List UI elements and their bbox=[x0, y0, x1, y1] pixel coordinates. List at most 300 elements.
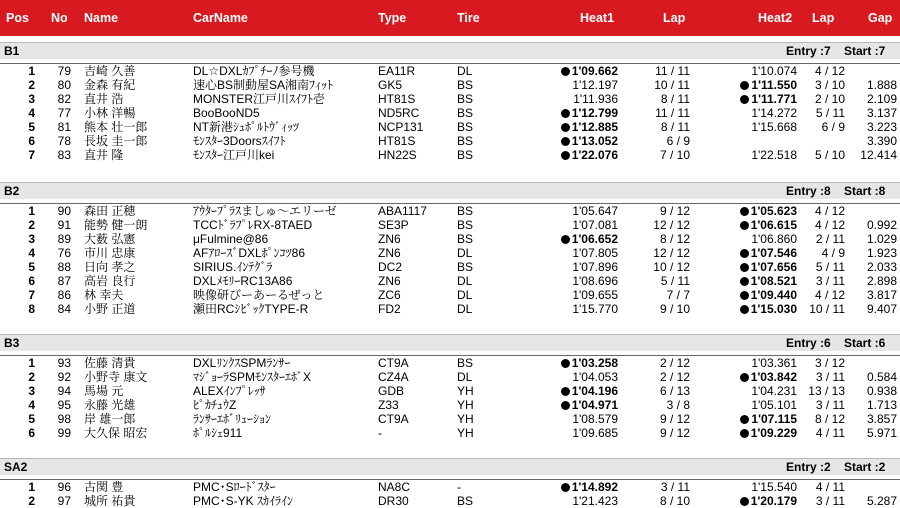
type-cell: ZN6 bbox=[378, 232, 401, 246]
tire-cell: YH bbox=[457, 398, 474, 412]
tire-cell: BS bbox=[457, 92, 474, 106]
table-row bbox=[0, 232, 900, 246]
start-count: Start :8 bbox=[844, 184, 886, 198]
start-count: Start :2 bbox=[844, 460, 886, 474]
car-name-cell: TCCﾄﾞﾗﾌﾟﾚRX-8TAED bbox=[193, 218, 313, 232]
type-cell: GK5 bbox=[378, 78, 403, 92]
driver-name-cell: 佐藤 清貴 bbox=[84, 356, 136, 370]
heat1-time-cell: 1'09.655 bbox=[572, 288, 618, 302]
type-cell: SE3P bbox=[378, 218, 409, 232]
driver-name-cell: 城所 祐貴 bbox=[84, 494, 136, 508]
tire-cell: BS bbox=[457, 78, 474, 92]
no-cell: 98 bbox=[57, 412, 71, 426]
heat1-time-cell: 1'09.662 bbox=[530, 64, 618, 78]
table-row bbox=[0, 480, 900, 494]
pos-cell: 6 bbox=[28, 426, 35, 440]
no-cell: 86 bbox=[57, 288, 71, 302]
heat2-time-cell: 1'06.615 bbox=[700, 218, 797, 232]
type-cell: - bbox=[378, 426, 382, 440]
driver-name-cell: 岸 雄一郎 bbox=[84, 412, 136, 426]
best-lap-dot-icon bbox=[561, 137, 570, 146]
gap-cell: 1.713 bbox=[866, 398, 897, 412]
heat1-lap-cell: 11 / 11 bbox=[655, 64, 690, 78]
table-row bbox=[0, 78, 900, 92]
driver-name-cell: 林 幸夫 bbox=[84, 288, 124, 302]
no-cell: 89 bbox=[57, 232, 71, 246]
no-cell: 96 bbox=[57, 480, 71, 494]
heat2-lap-cell: 4 / 11 bbox=[815, 480, 845, 494]
heat2-time-cell: 1'15.668 bbox=[751, 120, 797, 134]
heat2-time-cell: 1'10.074 bbox=[751, 64, 797, 78]
heat1-lap-cell: 8 / 10 bbox=[659, 494, 690, 508]
car-name-cell: ﾗﾝｻｰｴﾎﾞﾘｭｰｼｮﾝ bbox=[193, 412, 272, 426]
no-cell: 77 bbox=[57, 106, 71, 120]
heat2-lap-cell: 4 / 12 bbox=[814, 218, 845, 232]
tire-cell: BS bbox=[457, 148, 474, 162]
tire-cell: DL bbox=[457, 246, 473, 260]
heat1-time-cell: 1'06.652 bbox=[530, 232, 618, 246]
pos-cell: 4 bbox=[28, 398, 35, 412]
no-cell: 88 bbox=[57, 260, 71, 274]
car-name-cell: PMC･Sﾛｰﾄﾞｽﾀｰ bbox=[193, 480, 276, 494]
car-name-cell: SIRIUS.ｲﾝﾃｸﾞﾗ bbox=[193, 260, 273, 274]
heat1-time-cell: 1'07.805 bbox=[572, 246, 618, 260]
car-name-cell: ALEXｲﾝﾌﾟﾚｯｻ bbox=[193, 384, 266, 398]
entry-count: Entry :6 bbox=[786, 336, 831, 350]
best-lap-dot-icon bbox=[561, 387, 570, 396]
no-cell: 97 bbox=[57, 494, 71, 508]
pos-cell: 1 bbox=[28, 480, 35, 494]
heat2-time-cell: 1'07.656 bbox=[700, 260, 797, 274]
heat1-lap-cell: 6 / 9 bbox=[666, 134, 690, 148]
table-row bbox=[0, 134, 900, 148]
driver-name-cell: 直井 浩 bbox=[84, 92, 124, 106]
type-cell: ZC6 bbox=[378, 288, 401, 302]
table-row bbox=[0, 246, 900, 260]
tire-cell: YH bbox=[457, 412, 474, 426]
best-lap-dot-icon bbox=[740, 429, 749, 438]
heat1-time-cell: 1'04.196 bbox=[530, 384, 618, 398]
table-row bbox=[0, 106, 900, 120]
col-header-gap: Gap bbox=[868, 11, 893, 25]
table-row bbox=[0, 148, 900, 162]
pos-cell: 3 bbox=[28, 232, 35, 246]
start-count: Start :7 bbox=[844, 44, 886, 58]
heat1-time-cell: 1'05.647 bbox=[572, 204, 618, 218]
gap-cell: 2.033 bbox=[866, 260, 897, 274]
tire-cell: YH bbox=[457, 384, 474, 398]
heat1-lap-cell: 2 / 12 bbox=[659, 356, 690, 370]
table-row bbox=[0, 412, 900, 426]
heat2-time-cell: 1'07.115 bbox=[700, 412, 797, 426]
car-name-cell: 瀬田RCｼﾋﾞｯｸTYPE-R bbox=[193, 302, 309, 316]
heat1-time-cell: 1'12.799 bbox=[530, 106, 618, 120]
gap-cell: 2.898 bbox=[866, 274, 897, 288]
driver-name-cell: 金森 有紀 bbox=[84, 78, 136, 92]
gap-cell: 0.584 bbox=[866, 370, 897, 384]
gap-cell: 1.888 bbox=[866, 78, 897, 92]
type-cell: ZN6 bbox=[378, 274, 401, 288]
tire-cell: BS bbox=[457, 134, 474, 148]
car-name-cell: DL☆DXLｶﾌﾟﾁｰﾉ参号機 bbox=[193, 64, 315, 78]
heat2-time-cell: 1'07.546 bbox=[700, 246, 797, 260]
type-cell: NA8C bbox=[378, 480, 411, 494]
table-row bbox=[0, 302, 900, 316]
start-count: Start :6 bbox=[844, 336, 886, 350]
col-header-heat1: Heat1 bbox=[580, 11, 615, 25]
no-cell: 81 bbox=[57, 120, 71, 134]
best-lap-dot-icon bbox=[740, 207, 749, 216]
driver-name-cell: 大薮 弘憲 bbox=[84, 232, 136, 246]
heat2-lap-cell: 5 / 11 bbox=[815, 106, 845, 120]
gap-cell: 1.029 bbox=[866, 232, 897, 246]
heat1-lap-cell: 8 / 12 bbox=[659, 232, 690, 246]
heat1-time-cell: 1'12.885 bbox=[530, 120, 618, 134]
no-cell: 76 bbox=[57, 246, 71, 260]
best-lap-dot-icon bbox=[740, 95, 749, 104]
class-header bbox=[0, 334, 900, 351]
heat2-time-cell: 1'05.101 bbox=[751, 398, 797, 412]
heat1-time-cell: 1'04.053 bbox=[572, 370, 618, 384]
driver-name-cell: 小林 洋暢 bbox=[84, 106, 136, 120]
table-row bbox=[0, 204, 900, 218]
pos-cell: 8 bbox=[28, 302, 35, 316]
best-lap-dot-icon bbox=[561, 235, 570, 244]
heat2-time-cell: 1'11.771 bbox=[700, 92, 797, 106]
table-row bbox=[0, 370, 900, 384]
heat2-lap-cell: 2 / 11 bbox=[815, 232, 845, 246]
class-header bbox=[0, 42, 900, 59]
type-cell: ZN6 bbox=[378, 246, 401, 260]
heat2-time-cell: 1'14.272 bbox=[751, 106, 797, 120]
car-name-cell: 速心BS制動屋SA湘南ﾌｨｯﾄ bbox=[193, 78, 334, 92]
driver-name-cell: 直井 隆 bbox=[84, 148, 124, 162]
car-name-cell: ﾎﾟﾙｼｪ911 bbox=[193, 426, 243, 440]
driver-name-cell: 馬場 元 bbox=[84, 384, 124, 398]
heat2-time-cell: 1'22.518 bbox=[751, 148, 797, 162]
heat2-lap-cell: 3 / 12 bbox=[814, 356, 845, 370]
table-row bbox=[0, 120, 900, 134]
heat2-lap-cell: 3 / 11 bbox=[815, 274, 845, 288]
pos-cell: 2 bbox=[28, 218, 35, 232]
best-lap-dot-icon bbox=[740, 373, 749, 382]
no-cell: 90 bbox=[57, 204, 71, 218]
heat2-time-cell: 1'04.231 bbox=[751, 384, 797, 398]
col-header-heat2: Heat2 bbox=[758, 11, 793, 25]
best-lap-dot-icon bbox=[740, 249, 749, 258]
table-header bbox=[0, 0, 900, 36]
tire-cell: DL bbox=[457, 274, 473, 288]
table-row bbox=[0, 398, 900, 412]
pos-cell: 6 bbox=[28, 134, 35, 148]
gap-cell: 5.971 bbox=[866, 426, 897, 440]
heat2-time-cell: 1'11.550 bbox=[700, 78, 797, 92]
table-row bbox=[0, 426, 900, 440]
entry-count: Entry :8 bbox=[786, 184, 831, 198]
heat2-lap-cell: 13 / 13 bbox=[808, 384, 845, 398]
tire-cell: BS bbox=[457, 494, 474, 508]
col-header-name: Name bbox=[84, 11, 119, 25]
type-cell: NCP131 bbox=[378, 120, 424, 134]
best-lap-dot-icon bbox=[740, 221, 749, 230]
type-cell: CT9A bbox=[378, 356, 409, 370]
type-cell: HT81S bbox=[378, 92, 416, 106]
no-cell: 93 bbox=[57, 356, 71, 370]
gap-cell: 9.407 bbox=[866, 302, 897, 316]
class-section bbox=[0, 334, 900, 440]
table-row bbox=[0, 494, 900, 508]
pos-cell: 2 bbox=[28, 494, 35, 508]
no-cell: 92 bbox=[57, 370, 71, 384]
heat1-time-cell: 1'09.685 bbox=[572, 426, 618, 440]
class-title: SA2 bbox=[4, 460, 28, 474]
car-name-cell: DXLﾘﾝｸｽSPMﾗﾝｻｰ bbox=[193, 356, 291, 370]
best-lap-dot-icon bbox=[561, 483, 570, 492]
pos-cell: 7 bbox=[28, 148, 35, 162]
driver-name-cell: 吉崎 久善 bbox=[84, 64, 136, 78]
type-cell: ND5RC bbox=[378, 106, 420, 120]
tire-cell: DL bbox=[457, 64, 473, 78]
heat1-lap-cell: 8 / 11 bbox=[660, 120, 690, 134]
heat1-lap-cell: 11 / 11 bbox=[655, 106, 690, 120]
type-cell: CZ4A bbox=[378, 370, 409, 384]
col-header-lap1: Lap bbox=[663, 11, 686, 25]
tire-cell: BS bbox=[457, 204, 474, 218]
col-header-no: No bbox=[51, 11, 68, 25]
heat2-lap-cell: 6 / 9 bbox=[821, 120, 845, 134]
no-cell: 79 bbox=[57, 64, 71, 78]
type-cell: HN22S bbox=[378, 148, 417, 162]
heat1-lap-cell: 8 / 11 bbox=[660, 92, 690, 106]
heat1-lap-cell: 9 / 12 bbox=[659, 412, 690, 426]
tire-cell: YH bbox=[457, 426, 474, 440]
heat1-lap-cell: 9 / 12 bbox=[659, 204, 690, 218]
car-name-cell: 映像研びーあーるぜっと bbox=[193, 288, 325, 302]
col-header-lap2: Lap bbox=[812, 11, 835, 25]
heat2-lap-cell: 4 / 12 bbox=[814, 204, 845, 218]
pos-cell: 3 bbox=[28, 92, 35, 106]
pos-cell: 7 bbox=[28, 288, 35, 302]
driver-name-cell: 日向 孝之 bbox=[84, 260, 136, 274]
type-cell: HT81S bbox=[378, 134, 416, 148]
driver-name-cell: 森田 正穂 bbox=[84, 204, 136, 218]
heat2-time-cell: 1'05.623 bbox=[700, 204, 797, 218]
table-row bbox=[0, 384, 900, 398]
car-name-cell: ﾓﾝｽﾀｰ3Doorsｽｲﾌﾄ bbox=[193, 134, 286, 148]
pos-cell: 4 bbox=[28, 106, 35, 120]
best-lap-dot-icon bbox=[561, 359, 570, 368]
heat2-lap-cell: 3 / 11 bbox=[815, 494, 845, 508]
gap-cell: 1.923 bbox=[866, 246, 897, 260]
entry-count: Entry :2 bbox=[786, 460, 831, 474]
heat1-time-cell: 1'13.052 bbox=[530, 134, 618, 148]
best-lap-dot-icon bbox=[561, 151, 570, 160]
table-row bbox=[0, 260, 900, 274]
no-cell: 80 bbox=[57, 78, 71, 92]
table-row bbox=[0, 274, 900, 288]
heat1-lap-cell: 3 / 8 bbox=[666, 398, 690, 412]
table-row bbox=[0, 218, 900, 232]
pos-cell: 6 bbox=[28, 274, 35, 288]
no-cell: 84 bbox=[57, 302, 71, 316]
driver-name-cell: 高岩 良行 bbox=[84, 274, 136, 288]
type-cell: Z33 bbox=[378, 398, 399, 412]
tire-cell: DL bbox=[457, 370, 473, 384]
heat2-lap-cell: 5 / 10 bbox=[814, 148, 845, 162]
entry-count: Entry :7 bbox=[786, 44, 831, 58]
heat2-time-cell: 1'06.860 bbox=[751, 232, 797, 246]
driver-name-cell: 長坂 圭一郎 bbox=[84, 134, 148, 148]
best-lap-dot-icon bbox=[561, 67, 570, 76]
heat2-time-cell: 1'15.540 bbox=[751, 480, 797, 494]
car-name-cell: AFｱﾛｰｽﾞDXLﾎﾟﾝｺﾂ86 bbox=[193, 246, 306, 260]
class-header bbox=[0, 182, 900, 199]
heat2-lap-cell: 5 / 11 bbox=[815, 260, 845, 274]
heat1-time-cell: 1'15.770 bbox=[572, 302, 618, 316]
car-name-cell: ﾏｼﾞｮｰﾗSPMﾓﾝｽﾀｰｴﾎﾞX bbox=[193, 370, 312, 384]
driver-name-cell: 熊本 壮一郎 bbox=[84, 120, 148, 134]
col-header-type: Type bbox=[378, 11, 407, 25]
gap-cell: 0.938 bbox=[866, 384, 897, 398]
no-cell: 78 bbox=[57, 134, 71, 148]
heat2-lap-cell: 3 / 10 bbox=[814, 78, 845, 92]
heat2-lap-cell: 3 / 11 bbox=[815, 398, 845, 412]
heat1-lap-cell: 10 / 11 bbox=[654, 78, 690, 92]
heat1-time-cell: 1'07.081 bbox=[572, 218, 618, 232]
class-section bbox=[0, 42, 900, 162]
best-lap-dot-icon bbox=[740, 415, 749, 424]
pos-cell: 2 bbox=[28, 370, 35, 384]
heat1-lap-cell: 2 / 12 bbox=[659, 370, 690, 384]
tire-cell: BS bbox=[457, 260, 474, 274]
heat1-time-cell: 1'12.197 bbox=[572, 78, 618, 92]
type-cell: EA11R bbox=[378, 64, 416, 78]
gap-cell: 3.223 bbox=[866, 120, 897, 134]
pos-cell: 5 bbox=[28, 260, 35, 274]
car-name-cell: DXLﾒﾓﾘｰRC13A86 bbox=[193, 274, 293, 288]
no-cell: 94 bbox=[57, 384, 71, 398]
pos-cell: 2 bbox=[28, 78, 35, 92]
type-cell: DR30 bbox=[378, 494, 409, 508]
heat2-lap-cell: 4 / 12 bbox=[814, 64, 845, 78]
car-name-cell: BooBooND5 bbox=[193, 106, 260, 120]
best-lap-dot-icon bbox=[740, 263, 749, 272]
col-header-tire: Tire bbox=[457, 11, 480, 25]
driver-name-cell: 古関 豊 bbox=[84, 480, 124, 494]
no-cell: 82 bbox=[57, 92, 71, 106]
tire-cell: BS bbox=[457, 232, 474, 246]
heat2-lap-cell: 10 / 11 bbox=[809, 302, 845, 316]
tire-cell: DL bbox=[457, 302, 473, 316]
tire-cell: DL bbox=[457, 288, 473, 302]
heat1-time-cell: 1'04.971 bbox=[530, 398, 618, 412]
pos-cell: 1 bbox=[28, 204, 35, 218]
best-lap-dot-icon bbox=[740, 305, 749, 314]
type-cell: GDB bbox=[378, 384, 405, 398]
heat2-time-cell: 1'03.361 bbox=[751, 356, 797, 370]
driver-name-cell: 小野寺 康文 bbox=[84, 370, 148, 384]
class-header bbox=[0, 458, 900, 475]
best-lap-dot-icon bbox=[740, 291, 749, 300]
heat1-lap-cell: 3 / 11 bbox=[660, 480, 690, 494]
pos-cell: 1 bbox=[28, 356, 35, 370]
pos-cell: 5 bbox=[28, 412, 35, 426]
tire-cell: BS bbox=[457, 218, 474, 232]
gap-cell: 5.287 bbox=[866, 494, 897, 508]
heat2-time-cell: 1'08.521 bbox=[700, 274, 797, 288]
class-title: B3 bbox=[4, 336, 20, 350]
heat1-lap-cell: 6 / 13 bbox=[659, 384, 690, 398]
car-name-cell: ｱｳﾀｰﾌﾟﾗｽましゅ～エリーゼ bbox=[193, 204, 337, 218]
best-lap-dot-icon bbox=[740, 81, 749, 90]
col-header-carname: CarName bbox=[193, 11, 248, 25]
table-row bbox=[0, 92, 900, 106]
heat1-lap-cell: 5 / 11 bbox=[660, 274, 690, 288]
heat2-lap-cell: 8 / 12 bbox=[814, 412, 845, 426]
heat2-time-cell: 1'20.179 bbox=[700, 494, 797, 508]
heat1-lap-cell: 12 / 12 bbox=[653, 218, 690, 232]
heat1-time-cell: 1'08.579 bbox=[572, 412, 618, 426]
best-lap-dot-icon bbox=[561, 109, 570, 118]
car-name-cell: PMC･S-YK ｽｶｲﾗｲﾝ bbox=[193, 494, 294, 508]
heat2-lap-cell: 4 / 11 bbox=[815, 426, 845, 440]
table-row bbox=[0, 64, 900, 78]
heat1-time-cell: 1'11.936 bbox=[573, 92, 618, 106]
driver-name-cell: 能勢 健一朗 bbox=[84, 218, 148, 232]
heat2-time-cell: 1'09.229 bbox=[700, 426, 797, 440]
gap-cell: 12.414 bbox=[860, 148, 897, 162]
tire-cell: BS bbox=[457, 120, 474, 134]
type-cell: CT9A bbox=[378, 412, 409, 426]
heat1-lap-cell: 7 / 7 bbox=[666, 288, 690, 302]
best-lap-dot-icon bbox=[740, 277, 749, 286]
heat1-lap-cell: 7 / 10 bbox=[659, 148, 690, 162]
heat2-lap-cell: 3 / 11 bbox=[815, 370, 845, 384]
heat1-time-cell: 1'14.892 bbox=[530, 480, 618, 494]
tire-cell: - bbox=[457, 480, 461, 494]
car-name-cell: ﾓﾝｽﾀｰ江戸川kei bbox=[193, 148, 275, 162]
pos-cell: 5 bbox=[28, 120, 35, 134]
tire-cell: BS bbox=[457, 106, 474, 120]
driver-name-cell: 大久保 昭宏 bbox=[84, 426, 148, 440]
car-name-cell: ﾋﾟｶﾁｭｳZ bbox=[193, 398, 237, 412]
heat1-time-cell: 1'21.423 bbox=[572, 494, 618, 508]
no-cell: 83 bbox=[57, 148, 71, 162]
heat2-lap-cell: 4 / 12 bbox=[814, 288, 845, 302]
class-section bbox=[0, 182, 900, 316]
col-header-pos: Pos bbox=[6, 11, 29, 25]
driver-name-cell: 永藤 光雄 bbox=[84, 398, 136, 412]
heat2-lap-cell: 2 / 10 bbox=[814, 92, 845, 106]
heat1-time-cell: 1'07.896 bbox=[572, 260, 618, 274]
heat2-time-cell: 1'15.030 bbox=[700, 302, 797, 316]
heat1-time-cell: 1'22.076 bbox=[530, 148, 618, 162]
no-cell: 95 bbox=[57, 398, 71, 412]
gap-cell: 3.817 bbox=[866, 288, 897, 302]
table-row bbox=[0, 356, 900, 370]
car-name-cell: NT新港ｼｭﾎﾟﾙﾄｳﾞｨｯﾂ bbox=[193, 120, 299, 134]
no-cell: 87 bbox=[57, 274, 71, 288]
gap-cell: 3.857 bbox=[866, 412, 897, 426]
class-section bbox=[0, 458, 900, 508]
type-cell: DC2 bbox=[378, 260, 403, 274]
pos-cell: 1 bbox=[28, 64, 35, 78]
class-title: B1 bbox=[4, 44, 20, 58]
heat1-time-cell: 1'03.258 bbox=[530, 356, 618, 370]
pos-cell: 4 bbox=[28, 246, 35, 260]
class-title: B2 bbox=[4, 184, 20, 198]
best-lap-dot-icon bbox=[561, 401, 570, 410]
